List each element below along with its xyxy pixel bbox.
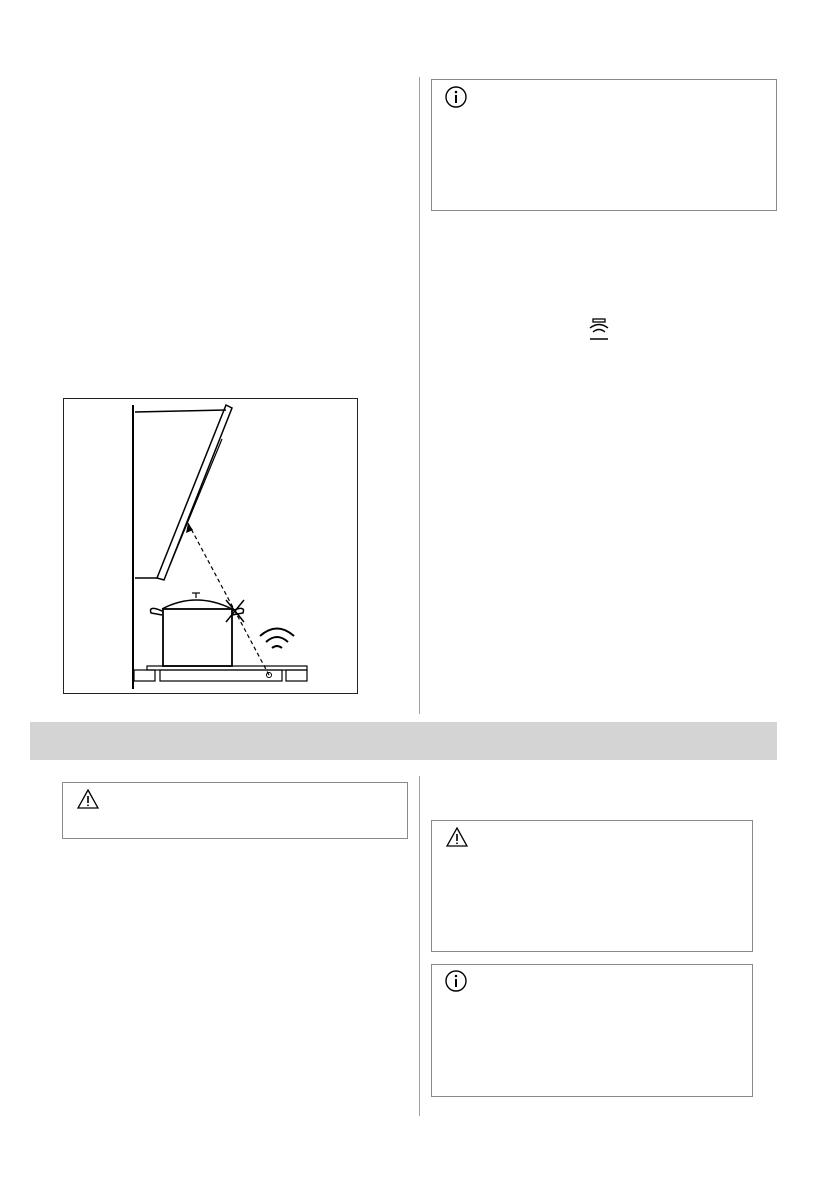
warning-icon [77,789,99,809]
hob-hood-illustration [63,398,358,694]
illustration-drawing [64,399,359,695]
info-note-box-bottom [431,964,753,1097]
column-divider-bottom [419,776,420,1116]
pot-left-handle [150,608,162,615]
wifi-arc-inner [272,646,282,648]
info-icon [444,969,468,993]
wifi-arc-middle [266,637,288,642]
warning-icon [446,827,468,847]
worktop-right [286,670,307,681]
pot-lid [162,600,232,609]
section-header-bar [30,722,777,760]
warning-box-left [62,782,408,839]
wifi-arc-outer [260,629,294,637]
pot-body [163,609,232,666]
hood-glass-panel [157,405,232,580]
info-icon [444,85,468,109]
column-divider-top [419,77,420,714]
hood-glass-inner-line [170,439,222,565]
hood-top-line [135,410,226,412]
worktop-left [134,670,155,681]
warning-box-right [431,820,753,952]
hob-body [160,670,282,681]
signal-path-line [188,523,269,675]
info-note-box-top [431,79,777,211]
hob-to-hood-signal-icon [588,318,610,342]
